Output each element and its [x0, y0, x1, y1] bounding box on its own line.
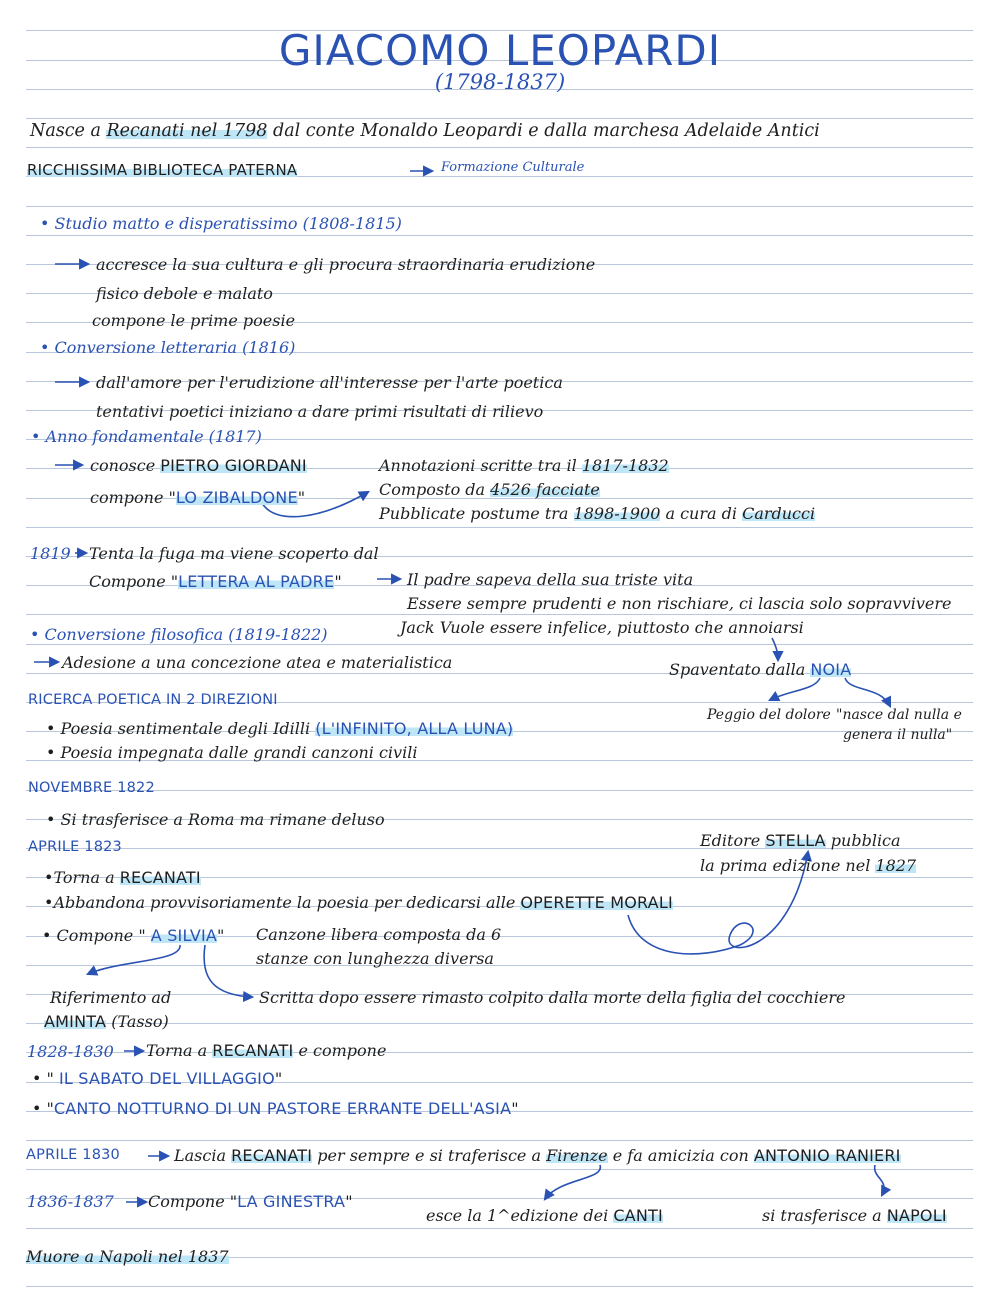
apr1823-silvia: • Compone " A SILVIA"	[42, 926, 225, 945]
zibaldone-note-1: Annotazioni scritte tra il 1817-1832	[379, 456, 669, 475]
library-label: RICCHISSIMA BIBLIOTECA PATERNA	[27, 161, 298, 179]
nov1822-item: • Si trasferisce a Roma ma rimane deluso	[46, 810, 385, 829]
lettera-note-2: Essere sempre prudenti e non rischiare, ci lascia solo sopravvivere	[407, 594, 952, 613]
death-line: Muore a Napoli nel 1837	[26, 1247, 229, 1266]
anno-compose: compone "LO ZIBALDONE"	[90, 488, 306, 507]
silvia-canzone-1: Canzone libera composta da 6	[256, 925, 502, 944]
idilli-highlight: (L'INFINITO, ALLA LUNA)	[315, 719, 514, 738]
firenze-arrow	[545, 1165, 600, 1199]
zibaldone-highlight: LO ZIBALDONE	[175, 488, 298, 507]
noia-left-arrow	[770, 678, 820, 700]
noia-right-1: "nasce dal nulla e	[836, 707, 962, 723]
operette-highlight: OPERETTE MORALI	[520, 893, 673, 912]
recanati-highlight-2: RECANATI	[212, 1041, 294, 1060]
lettera-note-1: Il padre sapeva della sua triste vita	[407, 570, 694, 589]
silvia-left-arrow	[88, 945, 180, 974]
library-result: Formazione Culturale	[441, 160, 585, 175]
studio-head: • Studio matto e disperatissimo (1808-1815)	[40, 214, 402, 233]
birth-highlight: Recanati nel 1798	[106, 121, 268, 141]
conv-lett-head: • Conversione letteraria (1816)	[40, 338, 296, 357]
y1836-text: Compone "LA GINESTRA"	[148, 1192, 353, 1211]
y1819-compose: Compone "LETTERA AL PADRE"	[89, 572, 342, 591]
page-subtitle-years: (1798-1837)	[434, 70, 566, 94]
napoli-line: si trasferisce a NAPOLI	[762, 1206, 947, 1225]
ricerca-head: RICERCA POETICA IN 2 DIREZIONI	[28, 692, 278, 708]
studio-item-2: fisico debole e malato	[96, 284, 273, 303]
conv-lett-item-2: tentativi poetici iniziano a dare primi risultati di rilievo	[96, 402, 544, 421]
apr1823-abbandona: •Abbandona provvisoriamente la poesia per dedicarsi alle OPERETTE MORALI	[44, 893, 673, 912]
birth-post: dal conte Monaldo Leopardi e dalla marchesa Adelaide Antici	[267, 121, 820, 141]
apr1830-head: APRILE 1830	[26, 1147, 120, 1163]
lettera-note-3: Jack Vuole essere infelice, piuttosto che annoiarsi	[400, 618, 804, 637]
silvia-rif-2: AMINTA (Tasso)	[44, 1012, 169, 1031]
apr1823-torna: •Torna a RECANATI	[44, 868, 201, 887]
anno-knows: conosce PIETRO GIORDANI	[90, 456, 307, 475]
anno-head: • Anno fondamentale (1817)	[31, 427, 262, 446]
aminta-highlight: AMINTA	[44, 1012, 107, 1031]
noia-line: Spaventato dalla NOIA	[669, 660, 852, 679]
nov1822-head: NOVEMBRE 1822	[28, 780, 155, 796]
apr1830-text: Lascia RECANATI per sempre e si traferisce a Firenze e fa amicizia con ANTONIO RANIERI	[174, 1146, 901, 1165]
birth-pre: Nasce a	[30, 121, 107, 141]
y1828-year: 1828-1830	[27, 1042, 114, 1061]
silvia-right-arrow	[204, 945, 252, 997]
year-1827-highlight: 1827	[875, 856, 917, 875]
ricerca-item-1: • Poesia sentimentale degli Idilli (L'INFINITO, ALLA LUNA)	[46, 719, 514, 738]
silvia-scritta: Scritta dopo essere rimasto colpito dalla morte della figlia del cocchiere	[259, 988, 846, 1007]
ginestra-label: LA GINESTRA	[237, 1192, 346, 1211]
giordani-highlight: PIETRO GIORDANI	[160, 456, 307, 475]
noia-arrow	[772, 638, 778, 660]
canto-notturno-item: • "CANTO NOTTURNO DI UN PASTORE ERRANTE DELL'ASIA"	[32, 1099, 519, 1118]
noia-left: Peggio del dolore	[707, 707, 831, 723]
y1828-text: Torna a RECANATI e compone	[146, 1041, 387, 1060]
noia-right-2: genera il nulla"	[843, 727, 953, 743]
birth-line	[30, 121, 820, 141]
silvia-canzone-2: stanze con lunghezza diversa	[256, 949, 494, 968]
ranieri-arrow	[875, 1165, 884, 1195]
apr1823-head: APRILE 1823	[28, 839, 122, 855]
studio-item-3: compone le prime poesie	[92, 311, 296, 330]
studio-item-1: accresce la sua cultura e gli procura straordinaria erudizione	[96, 255, 596, 274]
canti-line: esce la 1^edizione dei CANTI	[426, 1206, 663, 1225]
ricerca-item-2: • Poesia impegnata dalle grandi canzoni civili	[46, 743, 418, 762]
conv-filo-item: Adesione a una concezione atea e materialistica	[62, 653, 453, 672]
recanati-highlight-1: RECANATI	[119, 868, 201, 887]
zibaldone-note-2: Composto da 4526 facciate	[379, 480, 600, 499]
y1819-text: Tenta la fuga ma viene scoperto dal	[89, 544, 379, 563]
y1836-year: 1836-1837	[27, 1192, 114, 1211]
noia-right-arrow	[845, 678, 890, 706]
y1819-year: 1819	[30, 544, 71, 563]
stella-line-2: la prima edizione nel 1827	[700, 856, 917, 875]
noia-highlight: NOIA	[810, 660, 852, 679]
conv-lett-item-1: dall'amore per l'erudizione all'interesse per l'arte poetica	[96, 373, 563, 392]
conv-filo-head: • Conversione filosofica (1819-1822)	[30, 625, 328, 644]
stella-line-1: Editore STELLA pubblica	[700, 831, 901, 850]
page-title: GIACOMO LEOPARDI	[278, 26, 722, 75]
stella-highlight: STELLA	[765, 831, 826, 850]
sabato-item: • " IL SABATO DEL VILLAGGIO"	[32, 1069, 283, 1088]
silvia-highlight: A SILVIA	[150, 926, 218, 945]
zibaldone-note-3: Pubblicate postume tra 1898-1900 a cura di Carducci	[379, 504, 816, 523]
lettera-highlight: LETTERA AL PADRE	[178, 572, 335, 591]
silvia-rif-1: Riferimento ad	[50, 988, 172, 1007]
